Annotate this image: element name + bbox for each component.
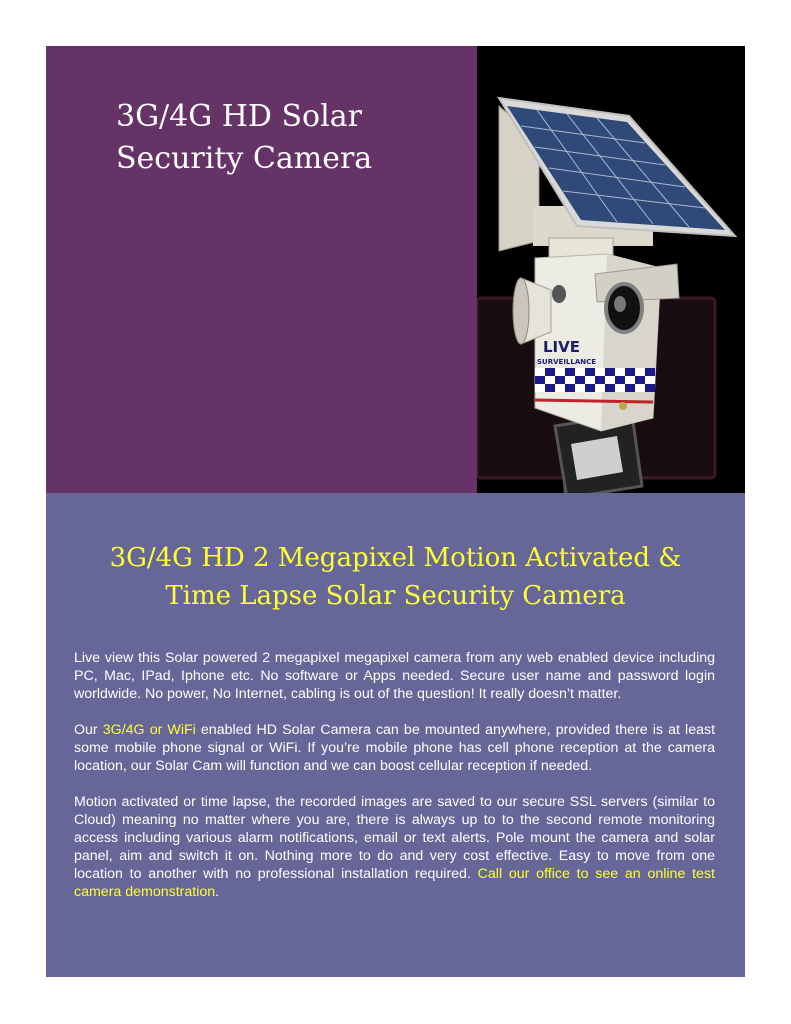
paragraph-live-view: Live view this Solar powered 2 megapixel megapixel camera from any web enabled device including PC, Mac, IPad, Iphone etc. No software or Apps needed. Secure user name and password login worldwide. No power, No Internet, cabling is out of the question! It really doesn’t matter. [74,650,715,702]
description-panel [46,493,745,977]
paragraph-recording-end: . [215,884,220,900]
call-office-link[interactable]: Call our office to see an online test camera demonstration [74,866,715,900]
camera-label-live: LIVE [543,338,580,356]
product-headline-line-1: 3G/4G HD 2 Megapixel Motion Activated & [109,543,682,573]
solar-camera-illustration [477,46,745,493]
title-line-2: Security Camera [116,141,373,176]
description-text [74,649,715,919]
paragraph-connectivity-intro: Our [74,722,103,738]
title-panel [46,46,477,493]
title-line-1: 3G/4G HD Solar [116,99,362,134]
paragraph-recording [74,793,715,901]
product-headline-line-2: Time Lapse Solar Security Camera [165,581,626,611]
camera-label-surveillance: SURVEILLANCE [537,358,597,366]
paragraph-connectivity-rest: enabled HD Solar Camera can be mounted anywhere, provided there is at least some mobile phone signal or WiFi. If you’re mobile phone has cell phone reception at the camera location, our Solar Cam will function and we can boost cellular reception if needed. [74,722,716,774]
paragraph-recording-text: Motion activated or time lapse, the recorded images are saved to our secure SSL servers (similar to Cloud) meaning no matter where you are, there is always up to to the second remote monitoring access including various alarm notifications, email or text alerts. Pole mount the camera and solar panel, aim and switch it on. Nothing more to do and very cost effective. Easy to move from one location to another with no professional installation required. [74,794,715,882]
connectivity-highlight: 3G/4G or WiFi [102,722,196,738]
page-title [116,96,436,180]
paragraph-connectivity [74,721,715,775]
product-headline [56,539,735,615]
product-photo [477,46,745,493]
